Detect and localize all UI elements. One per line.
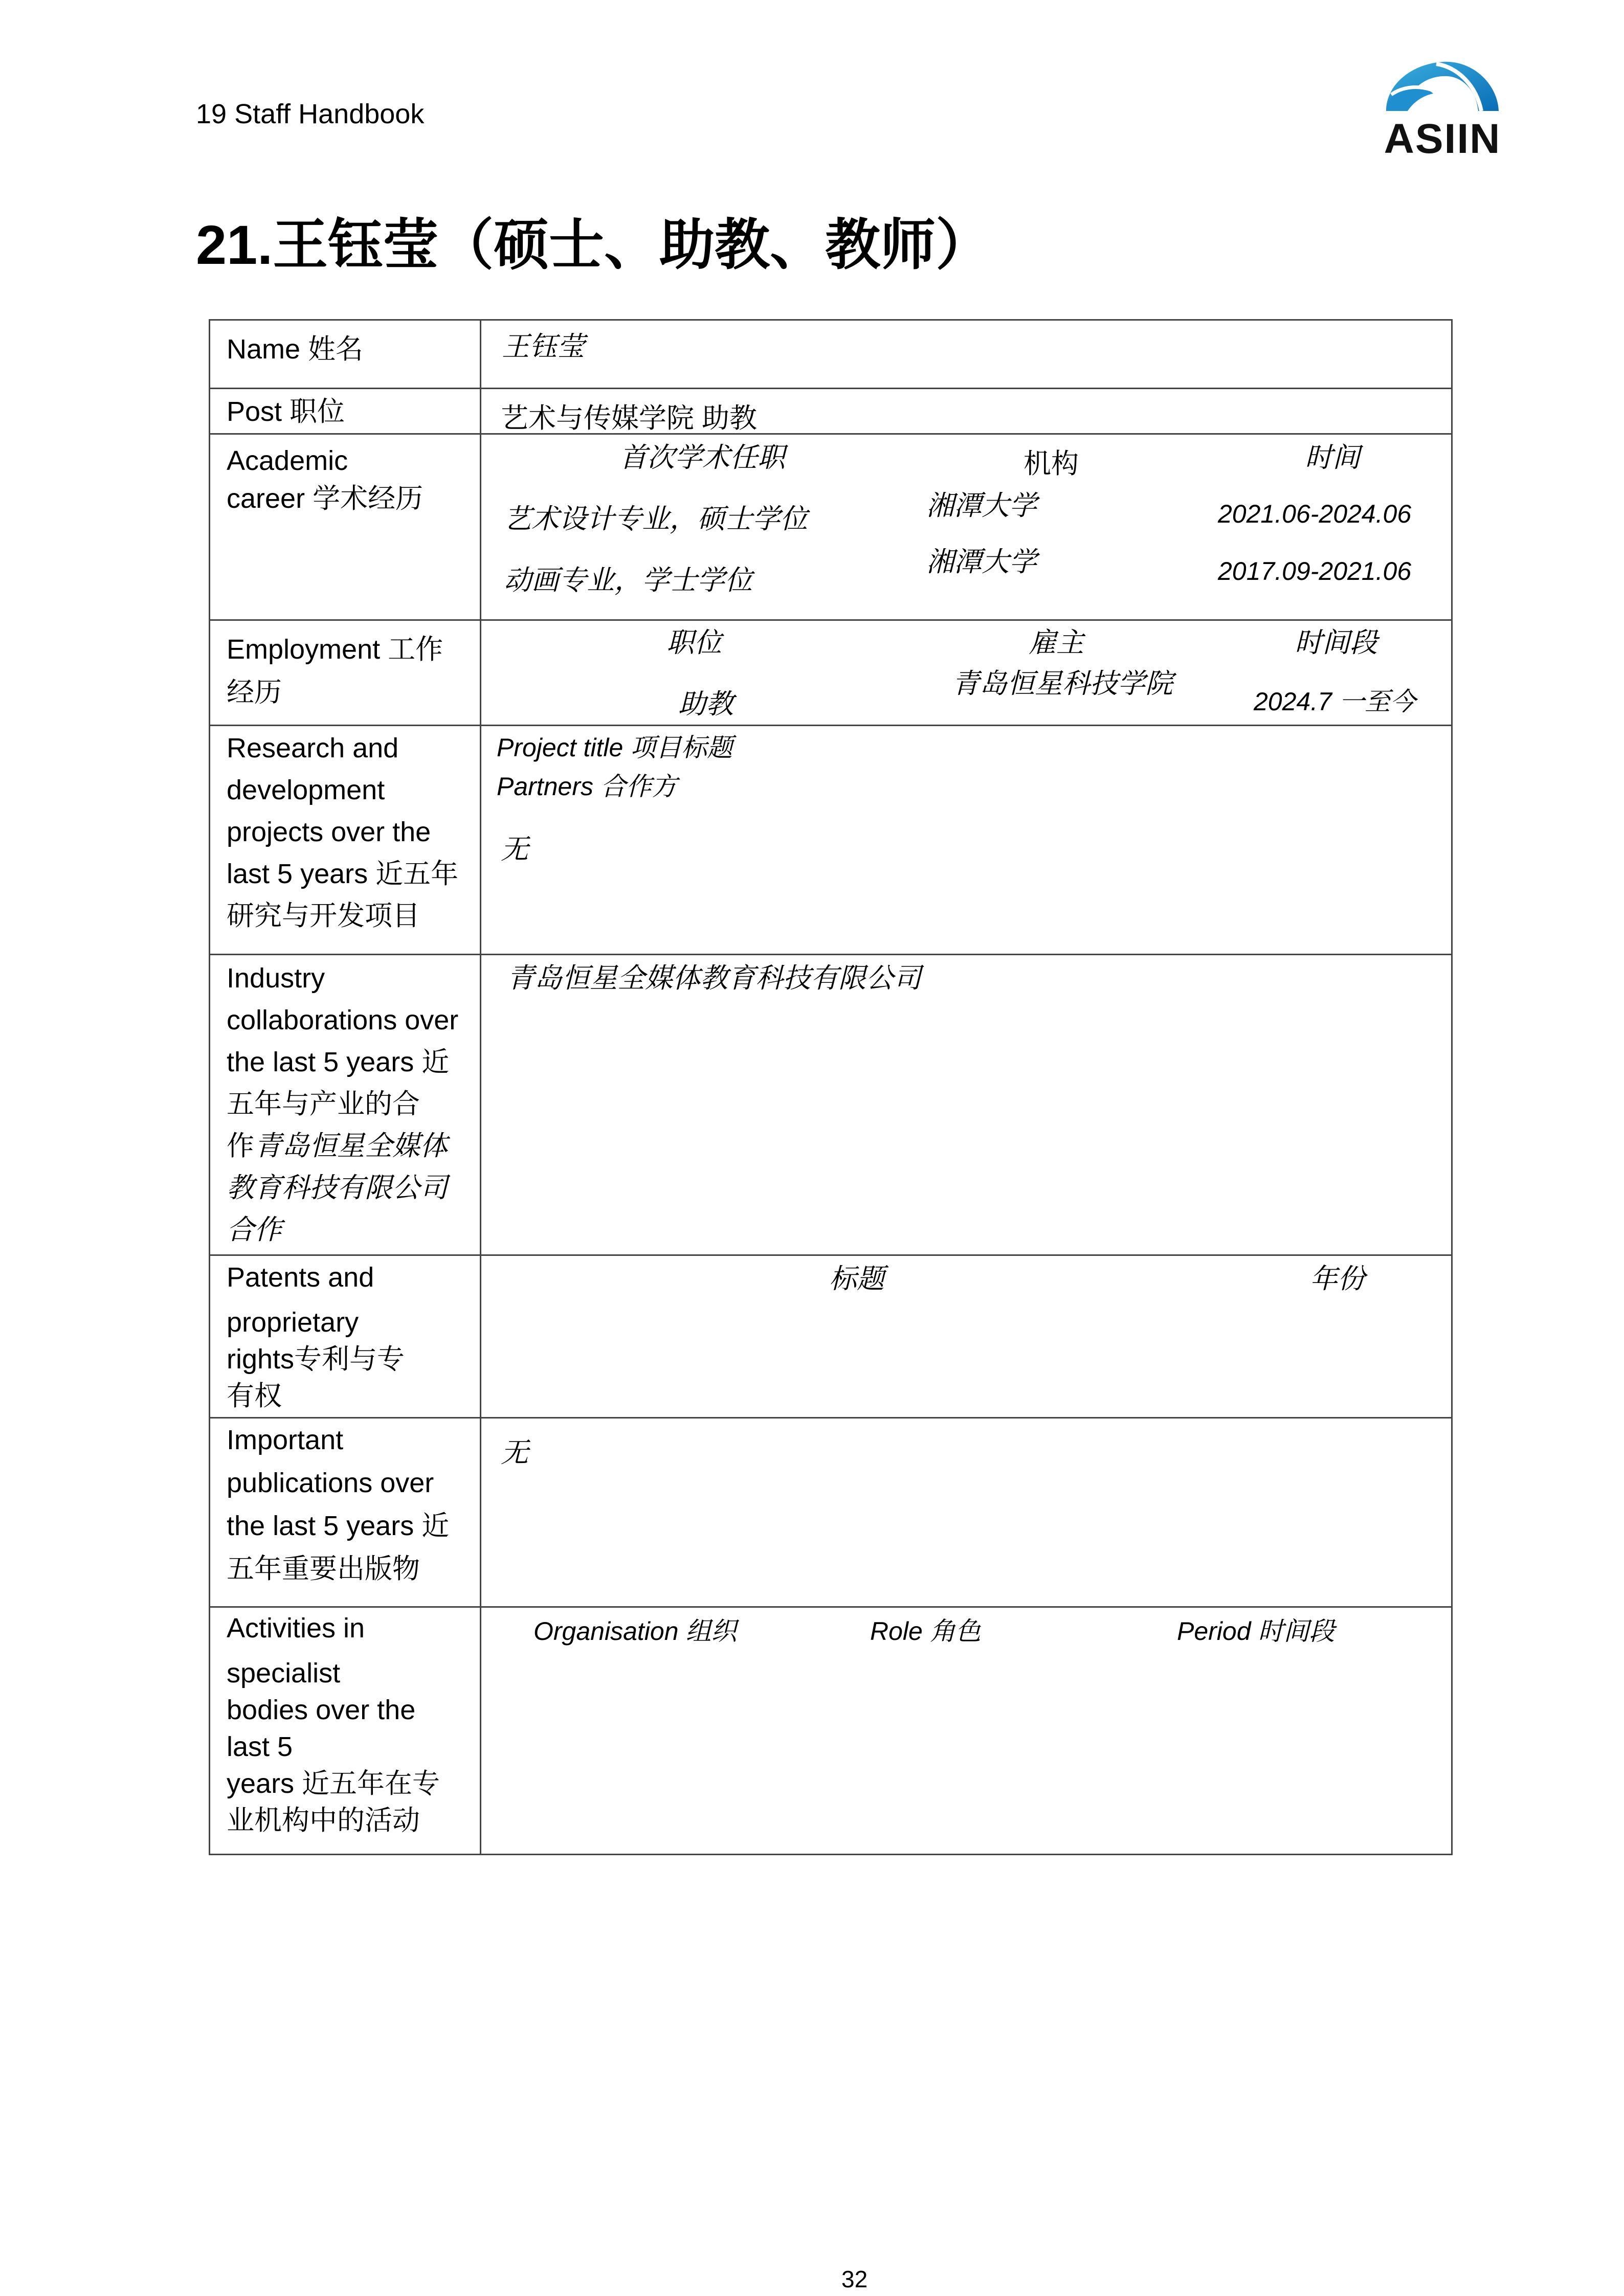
label-text: specialist [227, 1658, 341, 1689]
label-text: Research and [227, 733, 399, 763]
label-text: Post 职位 [227, 396, 345, 427]
label-text: development [227, 775, 385, 805]
label-text: rights专利与专 [227, 1344, 405, 1375]
label-text: last 5 [227, 1731, 293, 1762]
label-publications [210, 1418, 481, 1607]
value-publications [481, 1418, 1452, 1607]
row-patents [210, 1255, 1452, 1418]
label-text-part: 作 [227, 1131, 254, 1161]
header-period: 时间段 [1295, 627, 1377, 658]
row-name [210, 320, 1452, 389]
label-patents [210, 1255, 481, 1418]
partners-header: Partners 合作方 [497, 772, 677, 801]
value-patents [481, 1255, 1452, 1418]
label-activities [210, 1607, 481, 1855]
label-text: 研究与开发项目 [227, 901, 420, 931]
academic-institution-2: 湘潭大学 [926, 547, 1037, 577]
project-title-header: Project title 项目标题 [497, 733, 733, 762]
label-text: 经历 [227, 677, 282, 708]
post-value: 艺术与传媒学院 助教 [501, 403, 758, 434]
label-text: 合作 [227, 1214, 282, 1245]
value-post [481, 389, 1452, 434]
label-text: years 近五年在专 [227, 1768, 440, 1799]
academic-period-2: 2017.09-2021.06 [1218, 557, 1412, 586]
academic-position-1: 艺术设计专业，硕士学位 [504, 504, 808, 534]
label-text: proprietary [227, 1307, 359, 1338]
running-header: 19 Staff Handbook [196, 99, 425, 129]
header-institution: 机构 [1024, 448, 1079, 479]
label-text: publications over [227, 1468, 434, 1498]
asiin-logo [1376, 54, 1509, 162]
label-text: projects over the [227, 817, 431, 847]
row-industry-collaborations [210, 955, 1452, 1255]
label-text: 教育科技有限公司 [227, 1173, 448, 1203]
header-activity-period: Period 时间段 [1177, 1617, 1335, 1646]
logo-wordmark: ASIIN [1384, 116, 1501, 162]
header-first-position: 首次学术任职 [619, 442, 785, 473]
research-value: 无 [501, 834, 528, 865]
row-research-projects [210, 726, 1452, 955]
label-research-projects [210, 726, 481, 955]
row-academic-career [210, 434, 1452, 620]
academic-position-2: 动画专业，学士学位 [504, 565, 752, 596]
label-text [227, 1125, 468, 1167]
label-industry-collaborations [210, 955, 481, 1255]
label-text: the last 5 years 近 [227, 1511, 450, 1541]
value-activities [481, 1607, 1452, 1855]
label-text: Employment 工作 [227, 634, 443, 665]
label-text: Industry [227, 963, 325, 994]
academic-period-1: 2021.06-2024.06 [1218, 500, 1412, 528]
row-post [210, 389, 1452, 434]
label-text-part: 青岛恒星全媒体 [254, 1131, 448, 1161]
value-name [481, 320, 1452, 389]
label-text: bodies over the [227, 1695, 416, 1725]
name-value: 王钰莹 [502, 331, 585, 362]
label-text: Academic [227, 445, 348, 476]
label-text: 五年与产业的合 [227, 1089, 420, 1119]
header-patent-title: 标题 [829, 1264, 884, 1294]
header-patent-year: 年份 [1310, 1264, 1365, 1294]
value-employment [481, 620, 1452, 726]
label-name [210, 320, 481, 389]
label-text: career 学术经历 [227, 483, 424, 514]
staff-profile-table [209, 319, 1453, 1855]
employment-employer: 青岛恒星科技学院 [952, 668, 1173, 699]
value-academic-career [481, 434, 1452, 620]
label-text: Important [227, 1425, 344, 1455]
header-organisation: Organisation 组织 [533, 1617, 737, 1646]
page-title: 21.王钰莹（硕士、助教、教师） [196, 214, 991, 276]
row-activities [210, 1607, 1452, 1855]
label-text: 有权 [227, 1381, 282, 1411]
value-research-projects [481, 726, 1452, 955]
label-text: 业机构中的活动 [227, 1805, 420, 1836]
label-text: 五年重要出版物 [227, 1554, 420, 1584]
label-text: collaborations over [227, 1005, 459, 1036]
logo-arch-icon [1376, 54, 1509, 115]
row-employment [210, 620, 1452, 726]
header-position: 职位 [666, 627, 722, 658]
label-post [210, 389, 481, 434]
label-academic-career [210, 434, 481, 620]
academic-institution-1: 湘潭大学 [926, 490, 1037, 521]
label-text: Activities in [227, 1613, 365, 1644]
publications-value: 无 [501, 1437, 528, 1468]
employment-position: 助教 [678, 689, 733, 719]
label-text: Name 姓名 [227, 334, 364, 365]
header-employer: 雇主 [1029, 627, 1084, 658]
value-industry-collaborations [481, 955, 1452, 1255]
employment-period: 2024.7 一至今 [1254, 687, 1416, 716]
label-text: the last 5 years 近 [227, 1047, 450, 1077]
industry-value: 青岛恒星全媒体教育科技有限公司 [507, 963, 921, 994]
label-text: Patents and [227, 1262, 374, 1293]
page-number: 32 [841, 2266, 868, 2292]
label-text: last 5 years 近五年 [227, 859, 459, 889]
row-publications [210, 1418, 1452, 1607]
header-time: 时间 [1305, 442, 1360, 473]
label-employment [210, 620, 481, 726]
header-role: Role 角色 [870, 1617, 981, 1646]
